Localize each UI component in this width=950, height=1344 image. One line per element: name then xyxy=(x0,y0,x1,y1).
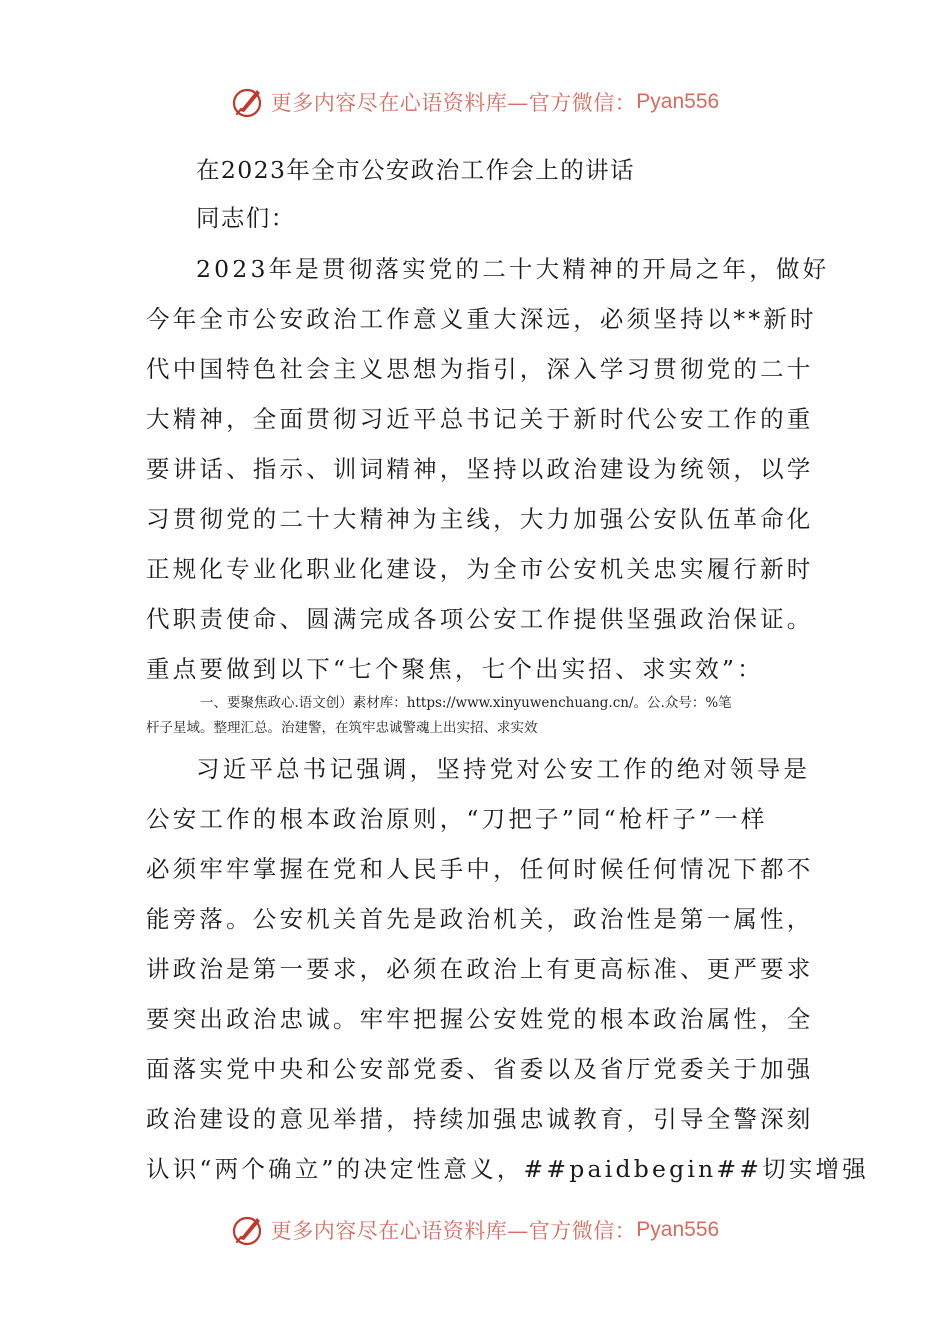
banner-wechat-handle: Pyan556 xyxy=(636,1218,720,1241)
intro-line: 习贯彻党的二十大精神为主线，大力加强公安队伍革命化 xyxy=(146,505,814,533)
section-heading-line: 一、要聚焦政心.语文创）素材库：https://www.xinyuwenchuang.cn/。公.众号：%笔 xyxy=(200,695,732,711)
header-watermark-banner xyxy=(0,82,950,122)
intro-line: 重点要做到以下“七个聚焦，七个出实招、求实效”： xyxy=(146,655,764,683)
intro-line: 正规化专业化职业化建设，为全市公安机关忠实履行新时 xyxy=(146,555,814,583)
intro-line: 代中国特色社会主义思想为指引，深入学习贯彻党的二十 xyxy=(146,355,814,383)
body-line: 政治建设的意见举措，持续加强忠诚教育，引导全警深刻 xyxy=(146,1105,814,1133)
intro-line: 2023年是贯彻落实党的二十大精神的开局之年，做好 xyxy=(196,255,830,283)
document-title: 在2023年全市公安政治工作会上的讲话 xyxy=(196,156,635,184)
body-line: 能旁落。公安机关首先是政治机关，政治性是第一属性， xyxy=(146,905,814,933)
quill-logo-icon xyxy=(231,1213,265,1247)
greeting: 同志们： xyxy=(196,204,296,232)
footer-watermark-banner xyxy=(0,1210,950,1250)
intro-line: 大精神，全面贯彻习近平总书记关于新时代公安工作的重 xyxy=(146,405,814,433)
body-line: 必须牢牢掌握在党和人民手中，任何时候任何情况下都不 xyxy=(146,855,814,883)
intro-line: 今年全市公安政治工作意义重大深远，必须坚持以**新时 xyxy=(146,305,817,333)
section-heading-line: 杆子星域。整理汇总。治建警，在筑牢忠诚警魂上出实招、求实效 xyxy=(146,720,538,736)
body-line: 认识“两个确立”的决定性意义，##paidbegin##切实增强 xyxy=(146,1155,869,1183)
intro-line: 要讲话、指示、训词精神，坚持以政治建设为统领，以学 xyxy=(146,455,814,483)
banner-text: 更多内容尽在心语资料库—官方微信： xyxy=(270,91,637,115)
banner-text: 更多内容尽在心语资料库—官方微信： xyxy=(270,1219,637,1243)
banner-wechat-handle: Pyan556 xyxy=(636,90,720,113)
intro-line: 代职责使命、圆满完成各项公安工作提供坚强政治保证。 xyxy=(146,605,814,633)
body-line: 面落实党中央和公安部党委、省委以及省厅党委关于加强 xyxy=(146,1055,814,1083)
body-line: 公安工作的根本政治原则，“刀把子”同“枪杆子”一样 xyxy=(146,805,768,833)
quill-logo-icon xyxy=(231,85,265,119)
body-line: 讲政治是第一要求，必须在政治上有更高标准、更严要求 xyxy=(146,955,814,983)
body-line: 要突出政治忠诚。牢牢把握公安姓党的根本政治属性，全 xyxy=(146,1005,814,1033)
body-line: 习近平总书记强调，坚持党对公安工作的绝对领导是 xyxy=(196,755,811,783)
